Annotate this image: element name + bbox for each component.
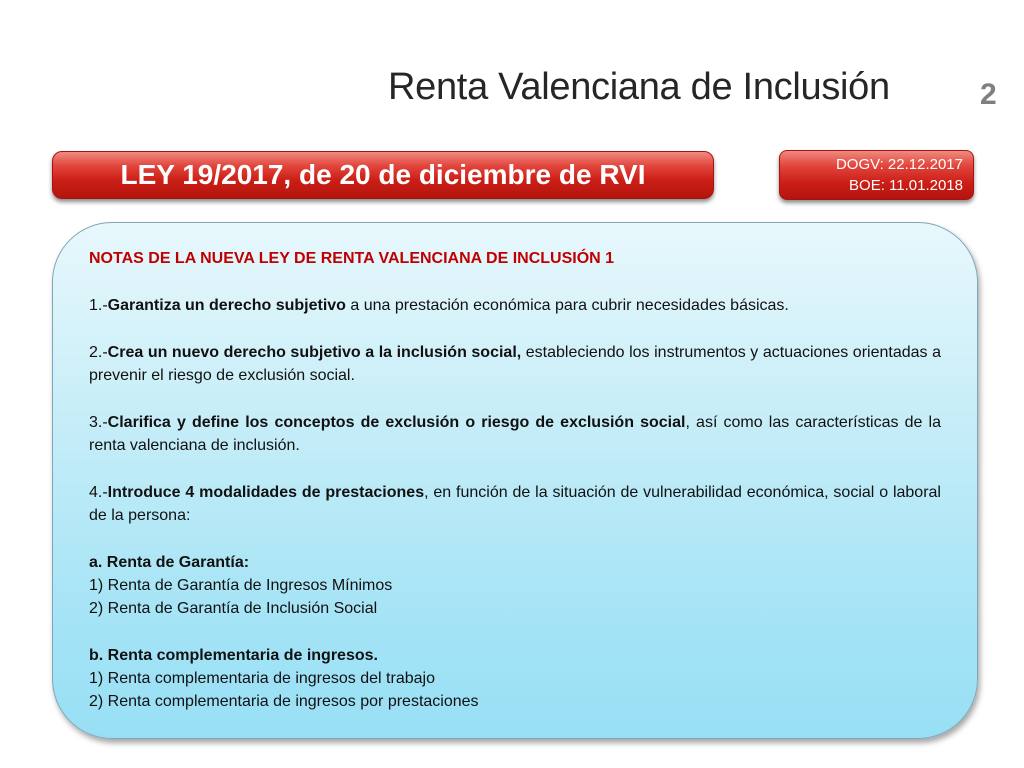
note-text: estableciendo los instrumentos y actuaciones orientadas a prevenir el riesgo de exclusión social. [89,344,941,384]
group-a-line-2: 2) Renta de Garantía de Inclusión Social [89,600,378,617]
note-text: , así como las características de la renta valenciana de inclusión. [89,414,941,454]
publication-dates-badge [779,150,974,200]
page-number: 2 [980,78,997,111]
group-a-title: a. Renta de Garantía: [89,554,250,571]
note-text: a una prestación económica para cubrir necesidades básicas. [345,297,789,314]
group-a-line-1: 1) Renta de Garantía de Ingresos Mínimos [89,577,393,594]
slide-title: Renta Valenciana de Inclusión [388,66,890,108]
notes-panel [52,222,978,739]
group-b-renta-complementaria [89,644,941,713]
note-prefix: 2.- [89,344,108,361]
note-prefix: 4.- [89,484,108,501]
note-prefix: 3.- [89,414,108,431]
note-bold-text: Introduce 4 modalidades de prestaciones [107,484,425,501]
notes-heading: NOTAS DE LA NUEVA LEY DE RENTA VALENCIANA DE INCLUSIÓN 1 [89,250,615,267]
law-banner: LEY 19/2017, de 20 de diciembre de RVI [52,151,714,199]
dogv-date: DOGV: 22.12.2017 [835,156,963,173]
group-b-line-2: 2) Renta complementaria de ingresos por prestaciones [89,693,479,710]
note-bold-text: Crea un nuevo derecho subjetivo a la inclusión social, [107,344,522,361]
note-item-1 [89,294,941,317]
note-item-2 [89,341,941,387]
note-item-4 [89,481,941,527]
group-b-title: b. Renta complementaria de ingresos. [89,647,378,664]
note-bold-text: Clarifica y define los conceptos de exclusión o riesgo de exclusión social [107,414,686,431]
boe-date: BOE: 11.01.2018 [849,177,963,194]
group-b-line-1: 1) Renta complementaria de ingresos del trabajo [89,670,435,687]
group-a-renta-garantia [89,551,941,620]
note-prefix: 1.- [89,297,108,314]
note-bold-text: Garantiza un derecho subjetivo [107,297,346,314]
note-item-3 [89,411,941,457]
note-text: , en función de la situación de vulnerabilidad económica, social o laboral de la persona: [89,484,941,524]
